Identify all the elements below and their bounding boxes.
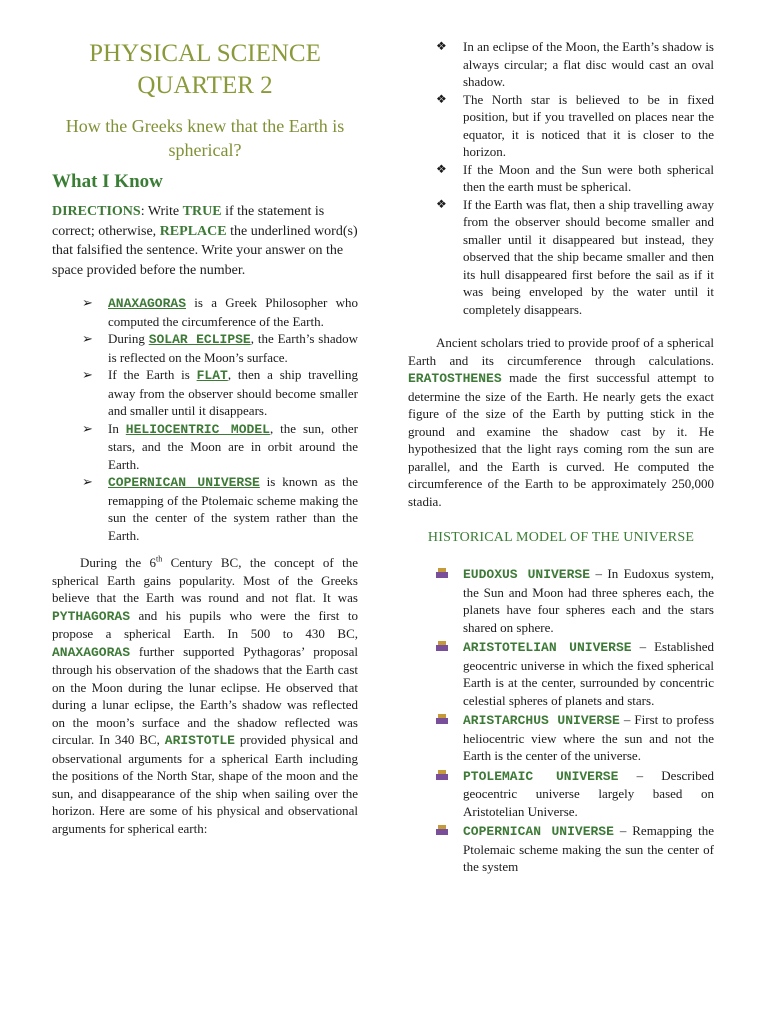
item-text: During (108, 331, 149, 346)
arrow-bullet-icon: ➢ (82, 474, 93, 489)
underlined-keyword: HELIOCENTRIC MODEL (125, 421, 270, 437)
section-heading-what-i-know: What I Know (52, 171, 163, 192)
model-name: ARISTARCHUS UNIVERSE (463, 713, 620, 728)
argument-list (408, 38, 714, 318)
model-name: ARISTOTELIAN UNIVERSE (463, 640, 632, 655)
superscript: th (155, 554, 163, 564)
keyword-anaxagoras: ANAXAGORAS (52, 644, 131, 660)
eratosthenes-paragraph (408, 334, 714, 510)
item-text: If the Earth is (108, 367, 197, 382)
arrow-bullet-icon: ➢ (82, 367, 93, 382)
keyword-pythagoras: PYTHAGORAS (52, 608, 131, 624)
list-item (52, 473, 358, 544)
model-text: – Established geocentric universe in which the fixed spherical Earth is at the center, surrounded by concentric celestial spheres of planets and stars. (463, 639, 715, 708)
para-text: Century BC, the concept of the spherical Earth gains popularity. Most of the Greeks believe that the Earth was round and not flat. It was (52, 555, 358, 605)
model-text: – First to profess heliocentric view where the sun and not the Earth is the center of the universe. (463, 712, 715, 763)
arrow-bullet-icon: ➢ (82, 295, 93, 310)
directions-part: : Write (140, 204, 183, 219)
para-text: During the 6 (80, 555, 156, 570)
book-bullet-icon (436, 641, 448, 651)
item-text: , then a ship travelling away from the observer should become smaller and smaller until it disappears. (108, 367, 358, 418)
directions-label: DIRECTIONS (52, 204, 141, 219)
item-text: is a Greek Philosopher who computed the circumference of the Earth. (108, 295, 358, 329)
list-item (408, 638, 714, 709)
list-item (52, 330, 358, 366)
list-item (52, 420, 358, 474)
item-text: In (108, 420, 126, 436)
arrow-bullet-icon: ➢ (82, 331, 93, 346)
list-item (408, 161, 714, 196)
keyword-aristotle: ARISTOTLE (164, 733, 235, 748)
directions-text (52, 202, 358, 280)
underlined-keyword: SOLAR ECLIPSE (148, 332, 251, 347)
list-item (52, 294, 358, 330)
list-item (408, 822, 714, 876)
directions-part: the underlined word(s) that falsified the sentence. Write your answer on the space provided before the number. (52, 223, 358, 278)
item-text: is known as the remapping of the Ptolemaic scheme making the sun the center of the system rather than the Earth. (108, 474, 358, 543)
diamond-bullet-icon: ❖ (436, 39, 447, 53)
list-item (408, 38, 714, 91)
left-column (52, 0, 358, 837)
right-column (408, 0, 714, 878)
section-heading-historical-model: HISTORICAL MODEL OF THE UNIVERSE (427, 530, 695, 545)
replace-keyword: REPLACE (159, 223, 227, 239)
argument-text: If the Moon and the Sun were both spherical then the earth must be spherical. (463, 161, 714, 194)
historical-model-list (408, 565, 714, 876)
page-title (52, 38, 358, 102)
underlined-keyword: FLAT (196, 368, 228, 383)
para-text: Ancient scholars tried to provide proof of a spherical Earth and its circumference through calculations. (408, 335, 714, 368)
diamond-bullet-icon: ❖ (436, 91, 447, 106)
title-line-1: PHYSICAL SCIENCE (89, 40, 321, 67)
true-keyword: TRUE (182, 204, 222, 219)
book-bullet-icon (436, 770, 448, 780)
directions-part: if the statement is correct; otherwise, (52, 204, 325, 239)
item-text: , the sun, other stars, and the Moon are in orbit around the Earth. (108, 420, 358, 472)
underlined-keyword: COPERNICAN UNIVERSE (108, 475, 260, 490)
underlined-keyword: ANAXAGORAS (108, 296, 187, 311)
model-text: – Described geocentric universe largely based on Aristotelian Universe. (463, 767, 714, 819)
list-item (408, 767, 714, 821)
list-item (408, 565, 714, 636)
argument-text: The North star is believed to be in fixed position, but if you travelled on places near the equator, it is noticed that it is closer to the horizon. (463, 91, 714, 159)
model-text: – In Eudoxus system, the Sun and Moon had three spheres each, the planets have four spheres each and the stars shared on sphere. (463, 566, 714, 635)
model-name: COPERNICAN UNIVERSE (463, 824, 614, 839)
history-paragraph (52, 554, 358, 837)
list-item (408, 711, 714, 765)
keyword-eratosthenes: ERATOSTHENES (408, 371, 502, 386)
model-text: – Remapping the Ptolemaic scheme making the sun the center of the system (463, 823, 714, 874)
para-text: further supported Pythagoras’ proposal through his observation of the shadows that the Earth cast on the Moon during the lunar eclipse. He observed that during a lunar eclipse, the Earth’s shadow was reflected on the moon’s surface and the shadow reflected was circular. In 340 BC, (52, 643, 358, 747)
diamond-bullet-icon: ❖ (436, 196, 447, 211)
model-name: EUDOXUS UNIVERSE (463, 567, 591, 582)
true-false-items (52, 294, 358, 544)
arrow-bullet-icon: ➢ (82, 420, 93, 436)
book-bullet-icon (436, 714, 448, 724)
para-text: made the first successful attempt to determine the size of the Earth. He nearly gets the exact figure of the size of the Earth by putting stick in the ground and examine the shadow cast by it. He hypothesized that the light rays coming rom the sun are parallel, and the Earth is curved. He computed the circumference of the Earth to be approximately 250,000 stadia. (408, 370, 714, 509)
item-text: , the Earth’s shadow is reflected on the Moon’s surface. (108, 331, 358, 365)
argument-text: In an eclipse of the Moon, the Earth’s shadow is always circular; a flat disc would cast an oval shadow. (463, 39, 714, 89)
model-name: PTOLEMAIC UNIVERSE (463, 768, 619, 784)
diamond-bullet-icon: ❖ (436, 161, 447, 176)
list-item (408, 91, 714, 161)
book-bullet-icon (436, 825, 448, 835)
title-line-2: QUARTER 2 (137, 72, 273, 99)
argument-text: If the Earth was flat, then a ship travelling away from the observer should become smaller and smaller until it disappeared but instead, they observed that the ship became smaller and then its hull disappeared first before the sail as if it was being enveloped by the water until it completely disappears. (463, 196, 714, 317)
page-subtitle: How the Greeks knew that the Earth is spherical? (65, 116, 345, 160)
para-text: and his pupils who were the first to propose a spherical Earth. In 500 to 430 BC, (52, 607, 358, 641)
para-text: provided physical and observational arguments for a spherical Earth including the positions of the North Star, shape of the moon and the sun, and disappearance of the ship when sailing over the horizon. Here are some of his physical and observational arguments for spherical earth: (52, 732, 358, 836)
list-item (52, 366, 358, 420)
book-bullet-icon (436, 568, 448, 578)
list-item (408, 196, 714, 319)
